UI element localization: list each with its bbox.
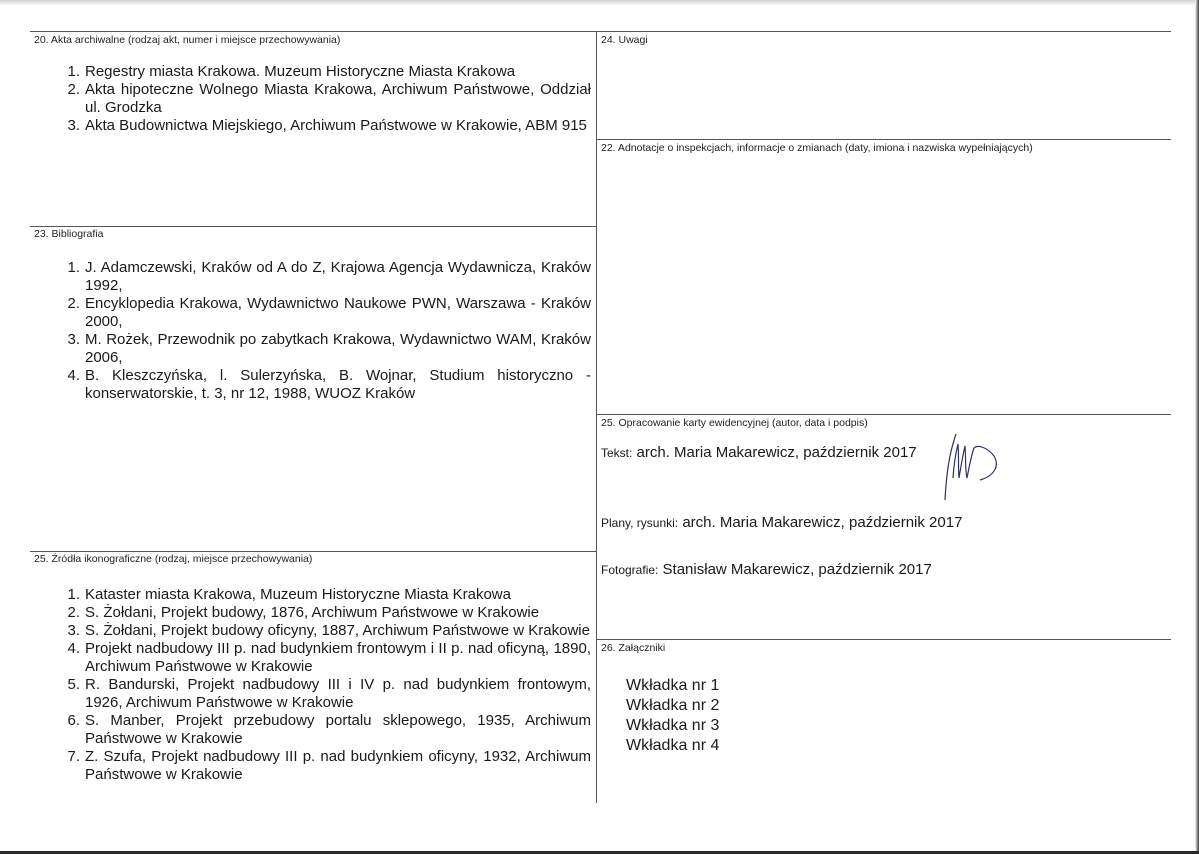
text-author-field [601, 444, 917, 461]
list-item: 7. Z. Szufa, Projekt nadbudowy III p. nad budynkiem oficyny, 1932, Archiwum Państwowe w Krakowie [67, 748, 591, 783]
card-preparation-label: 25. Opracowanie karty ewidencyjnej (autor, data i podpis) [601, 417, 868, 429]
photos-author-field [601, 561, 932, 578]
bibliography-label: 23. Bibliografia [34, 228, 104, 240]
list-item: 3. M. Rożek, Przewodnik po zabytkach Krakowa, Wydawnictwo WAM, Kraków 2006, [67, 331, 591, 366]
list-item: 4. B. Kleszczyńska, l. Sulerzyńska, B. Wojnar, Studium historyczno - konserwatorskie, t. 3, nr 12, 1988, WUOZ Kraków [67, 367, 591, 402]
attachments-rule [596, 639, 1171, 640]
author-signature [938, 432, 1004, 504]
list-item: 5. R. Bandurski, Projekt nadbudowy III i IV p. nad budynkiem frontowym, 1926, Archiwum Państwowe w Krakowie [67, 676, 591, 711]
scan-edge-right [1195, 0, 1199, 854]
bibliography-rule [30, 226, 596, 227]
plans-author-value: arch. Maria Makarewicz, październik 2017 [682, 514, 963, 531]
iconographic-rule [30, 551, 596, 552]
list-item: 1. Kataster miasta Krakowa, Muzeum Historyczne Miasta Krakowa [67, 586, 511, 603]
top-rule [30, 31, 1171, 32]
list-item: Wkładka nr 4 [626, 737, 720, 754]
text-author-label: Tekst: [601, 446, 633, 460]
list-item: 1. Regestry miasta Krakowa. Muzeum Historyczne Miasta Krakowa [67, 63, 516, 80]
iconographic-sources-label: 25. Źródła ikonograficzne (rodzaj, miejsce przechowywania) [34, 553, 313, 565]
list-item: Wkładka nr 1 [626, 677, 720, 694]
archival-records-label: 20. Akta archiwalne (rodzaj akt, numer i miejsce przechowywania) [34, 34, 341, 46]
list-item: 4. Projekt nadbudowy III p. nad budynkiem frontowym i II p. nad oficyną, 1890, Archiwum Państwowe w Krakowie [67, 640, 591, 675]
inspections-rule [596, 139, 1171, 140]
list-item: 3. Akta Budownictwa Miejskiego, Archiwum Państwowe w Krakowie, ABM 915 [67, 117, 587, 134]
list-item: 2. Akta hipoteczne Wolnego Miasta Krakowa, Archiwum Państwowe, Oddział ul. Grodzka [67, 81, 591, 116]
photos-author-label: Fotografie: [601, 563, 659, 577]
scan-edge-top [0, 0, 1199, 6]
plans-author-field [601, 514, 962, 531]
card-rule [596, 414, 1171, 415]
plans-author-label: Plany, rysunki: [601, 516, 679, 530]
photos-author-value: Stanisław Makarewicz, październik 2017 [662, 561, 932, 578]
iconographic-sources-list [34, 586, 591, 784]
list-item: 2. S. Żołdani, Projekt budowy, 1876, Archiwum Państwowe w Krakowie [67, 604, 540, 621]
attachments-list [626, 676, 719, 756]
inspections-label: 22. Adnotacje o inspekcjach, informacje o zmianach (daty, imiona i nazwiska wypełniających) [601, 142, 1033, 154]
list-item: 2. Encyklopedia Krakowa, Wydawnictwo Naukowe PWN, Warszawa - Kraków 2000, [67, 295, 591, 330]
list-item: Wkładka nr 2 [626, 697, 720, 714]
list-item: Wkładka nr 3 [626, 717, 720, 734]
list-item: 3. S. Żołdani, Projekt budowy oficyny, 1887, Archiwum Państwowe w Krakowie [67, 622, 590, 639]
bibliography-list [34, 259, 591, 403]
archival-records-list [34, 63, 591, 135]
column-divider [596, 31, 597, 803]
notes-label: 24. Uwagi [601, 34, 648, 46]
list-item: 6. S. Manber, Projekt przebudowy portalu sklepowego, 1935, Archiwum Państwowe w Krakowie [67, 712, 591, 747]
text-author-value: arch. Maria Makarewicz, październik 2017 [636, 444, 917, 461]
list-item: 1. J. Adamczewski, Kraków od A do Z, Krajowa Agencja Wydawnicza, Kraków 1992, [67, 259, 591, 294]
attachments-label: 26. Załączniki [601, 642, 666, 654]
